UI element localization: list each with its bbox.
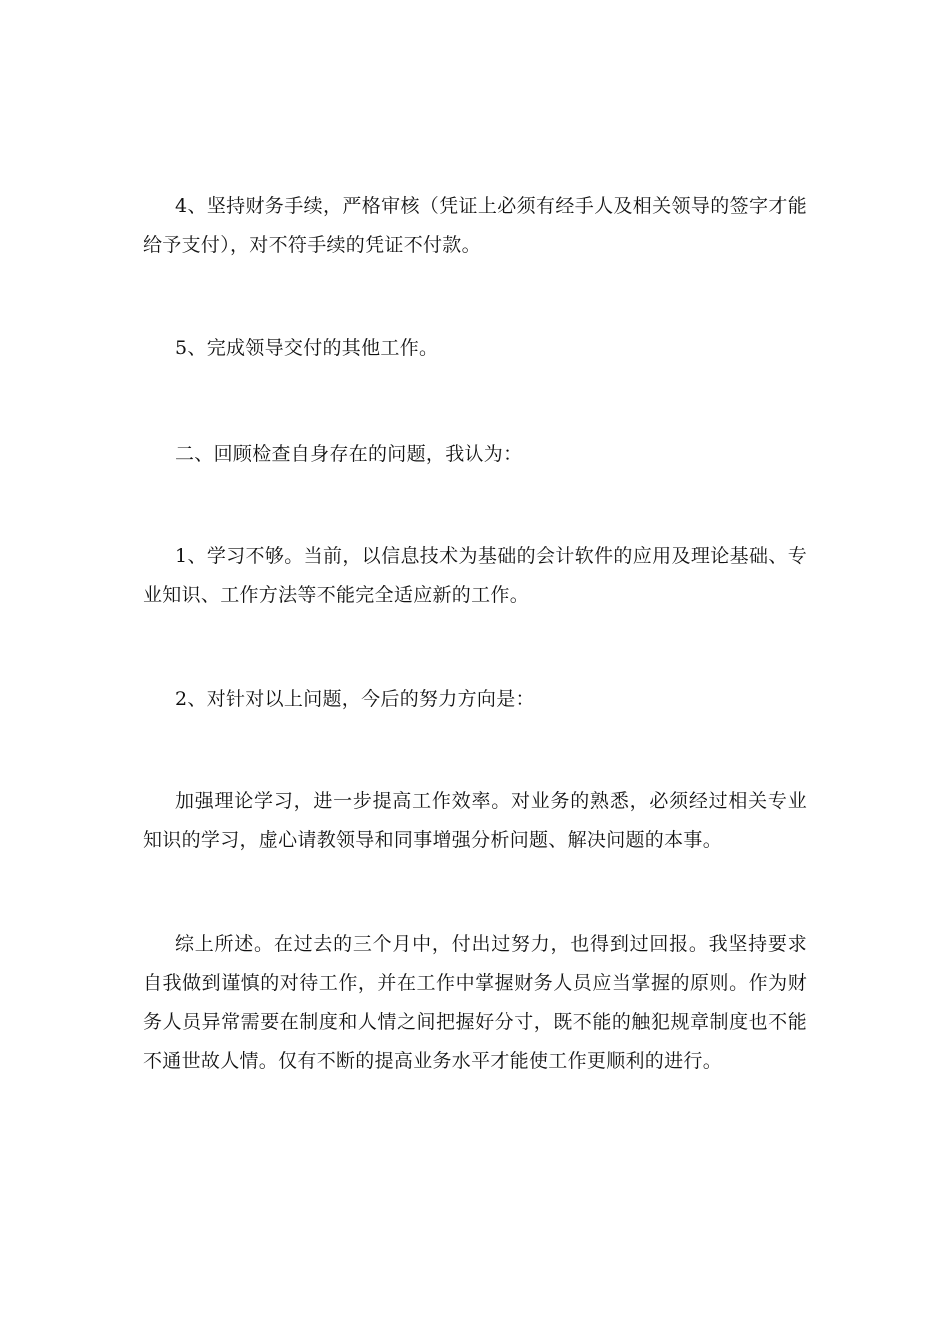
paragraph-problem-1: 1、学习不够。当前，以信息技术为基础的会计软件的应用及理论基础、专业知识、工作方法等不能完全适应新的工作。 [143, 545, 807, 606]
paragraph-summary: 综上所述。在过去的三个月中，付出过努力，也得到过回报。我坚持要求自我做到谨慎的对待工作，并在工作中掌握财务人员应当掌握的原则。作为财务人员异常需要在制度和人情之间把握好分寸，既不能的触犯规章制度也不能不通世故人情。仅有不断的提高业务水平才能使工作更顺利的进行。 [143, 933, 807, 1072]
section-heading-problems: 二、回顾检查自身存在的问题，我认为： [175, 443, 523, 465]
paragraph-problem-2: 2、对针对以上问题，今后的努力方向是： [175, 688, 535, 710]
paragraph-item-5: 5、完成领导交付的其他工作。 [175, 337, 439, 359]
paragraph-improvement: 加强理论学习，进一步提高工作效率。对业务的熟悉，必须经过相关专业知识的学习，虚心请教领导和同事增强分析问题、解决问题的本事。 [143, 790, 807, 851]
paragraph-item-4: 4、坚持财务手续，严格审核（凭证上必须有经手人及相关领导的签字才能给予支付），对不符手续的凭证不付款。 [143, 195, 807, 256]
